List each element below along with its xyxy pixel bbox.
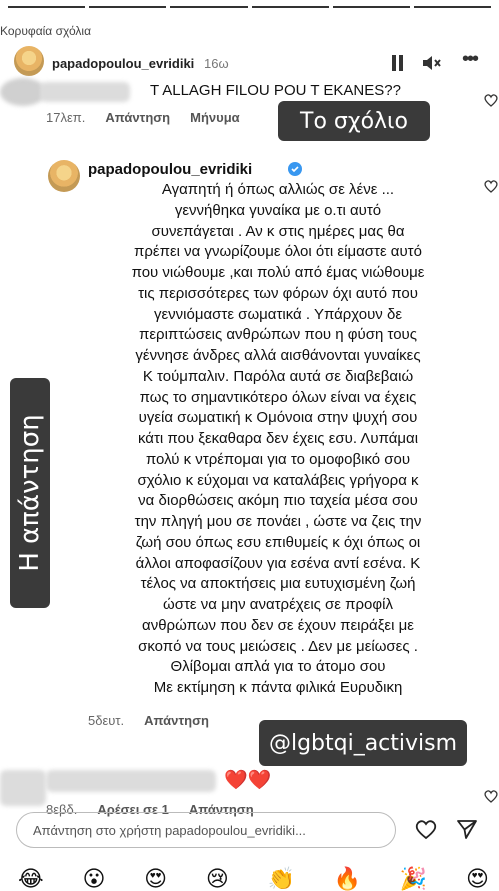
reply-link[interactable]: Απάντηση [188,802,254,817]
emoji-reaction[interactable]: 😢 [205,866,229,891]
reply-line: πρέπει να γνωρίζουμε όλοι ότι είμαστε αυτό [134,243,422,261]
emoji-reaction[interactable]: 😂 [18,866,44,891]
emoji-reaction[interactable]: 🎉 [399,866,428,891]
reply-line: συνεπάγεται . Αν κ στις ημέρες μας θα [151,222,405,240]
redacted-username [40,82,130,102]
comment-time: 17λεπ. [46,110,86,125]
emoji-reaction[interactable]: 😍 [144,866,168,891]
reply-line: τις περισσότερες των φόρων όχι αυτό που [138,284,418,302]
reply-line: πολύ κ ντρέπομαι για το ομοφοβικό σου [145,450,411,468]
progress-segment [8,6,85,8]
send-icon[interactable] [456,818,478,840]
overlay-reply-text: Η απάντηση [15,414,45,572]
reply-link[interactable]: Απάντηση [144,713,209,728]
reply-line: υγεία σωματική κ Ομόνοια στην ψυχή σου [138,409,418,427]
progress-segment [414,6,491,8]
overlay-reply-label [10,378,50,608]
reply-line: Αγαπητή ή όπως αλλιώς σε λένε ... [161,181,395,198]
emoji-reaction[interactable]: 😍 [466,866,489,891]
reply-line: γεννήθηκα γυναίκα με ο.τι αυτό [174,201,382,219]
reply-line: κάτι που ξεκαθαρα δεν έχεις εσυ. Λυπάμαι [137,430,419,447]
reply-line: γεννιόμαστε σωματικά . Υπάρχουν δε [153,305,403,323]
reply-line: Με εκτίμηση κ πάντα φιλικά Ευρυδικη [153,679,403,696]
avatar[interactable] [14,46,44,76]
reply-line: άλλοι αποφασίζουν για εσένα αντί εσένα. Κ [135,554,421,572]
reply-input[interactable]: Απάντηση στο χρήστη papadopoulou_evridiki... [16,812,396,848]
reply-line: τέλος να αποκτήσεις μια ευτυχισμένη ζωή [140,575,416,593]
reply-line: πως το σημαντικότερο όλων είναι να έχεις [139,388,417,406]
emoji-reaction[interactable]: 🔥 [333,866,362,891]
pause-icon[interactable] [390,55,404,71]
reply-line: ανθρώπων που δεν σε έχουν πειράξει με [142,616,414,634]
emoji-reaction-row [18,866,489,891]
header-caption: Κορυφαία σχόλια [0,24,92,38]
redacted-avatar [0,770,46,806]
header-username[interactable]: papadopoulou_evridiki [52,56,195,71]
progress-segment [170,6,247,8]
overlay-comment-label: Το σχόλιο [278,101,430,141]
avatar[interactable] [48,160,80,192]
mute-icon[interactable] [420,52,442,74]
reply-text [82,180,474,699]
emoji-reaction[interactable]: 😮 [82,866,106,891]
comment-text: T ALLAGH FILOU POU T EKANES?? [150,82,401,99]
comment-meta [46,110,240,125]
heart-icon[interactable] [414,818,438,840]
reply-username[interactable]: papadopoulou_evridiki [88,161,253,178]
message-link[interactable]: Μήνυμα [190,110,240,125]
reply-line: γέννησε άνδρες αλλά αισθάνονται γυναίκες [135,347,421,364]
likes-count[interactable]: Αρέσει σε 1 [97,802,169,817]
more-options-icon[interactable]: ••• [462,48,478,70]
verified-badge-icon [288,162,302,176]
header-time: 16ω [204,56,229,71]
progress-segment [333,6,410,8]
like-heart-icon[interactable] [483,788,499,804]
emoji-reaction[interactable]: 👏 [267,866,295,891]
reply-line: σχόλιο κ εύχομαι να καταλάβεις γρήγορα κ [137,471,419,489]
reply-line: σκοπό να τους μειώσεις . Δεν με μείωσες . [138,637,418,655]
reply-line: ζωή σου όπως εσυ επιθυμείς κ όχι όπως οι [135,533,421,551]
like-heart-icon[interactable] [483,178,499,194]
reply-link[interactable]: Απάντηση [105,110,171,125]
comment-text: ❤️❤️ [224,770,272,791]
reply-meta [88,713,209,728]
reply-time: 5δευτ. [88,713,125,728]
progress-segment [89,6,166,8]
reply-line: την πληγή μου σε πονάει , ώστε να ζεις την [134,513,422,530]
comment-time: 8εβδ. [46,802,78,817]
reply-line: περιπτώσεις ανθρώπων που η φύση τους [139,326,417,344]
reply-line: ώστε να μην ανατρέχεις σε προφίλ [163,596,393,613]
story-progress [8,6,491,8]
reply-line: Θλίβομαι απλά για το άτομο σου [170,658,386,676]
watermark-label: @lgbtqi_activism [259,720,467,766]
progress-segment [252,6,329,8]
reply-line: που νιώθουμε ,και πολύ από έμας νιώθουμε [131,264,425,281]
reply-line: να διορθώσεις ακόμη πιο ταχεία μέσα σου [138,492,418,510]
redacted-username [46,770,216,792]
story-header [0,20,499,70]
reply-line: Κ τούμπαλιν. Παρόλα αυτά σε διαβεβαιώ [142,367,414,385]
like-heart-icon[interactable] [483,92,499,108]
